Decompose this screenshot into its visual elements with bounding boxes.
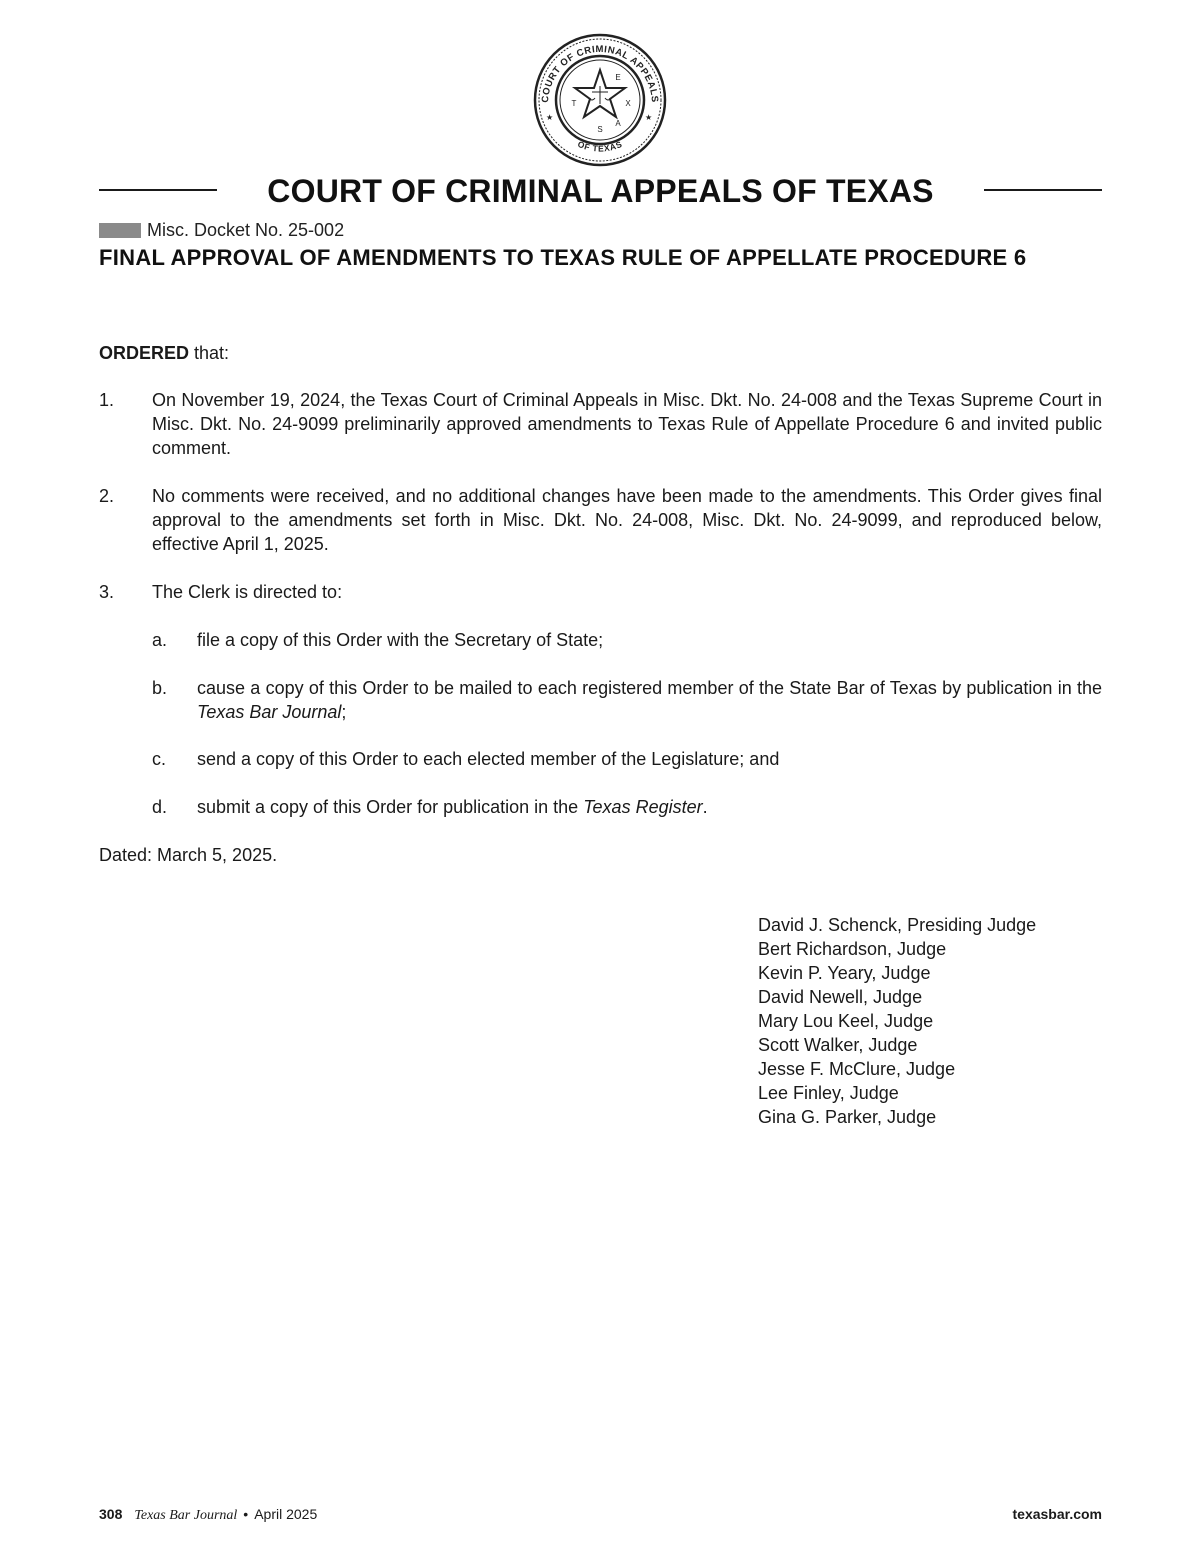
signature-line: Scott Walker, Judge: [758, 1035, 918, 1055]
header-rule-left: [99, 189, 217, 191]
item-text: The Clerk is directed to:: [152, 582, 343, 602]
docket-marker: [99, 223, 141, 238]
subitem-text: cause a copy of this Order to be mailed to each registered member of the State Bar of Texas by publication in the Texas Bar Journal;: [197, 678, 1102, 722]
signature-line: David Newell, Judge: [758, 987, 923, 1007]
subitem-letter: a.: [152, 630, 168, 650]
svg-text:X: X: [625, 99, 631, 108]
clerk-subitem-b: [152, 676, 1102, 724]
order-title: FINAL APPROVAL OF AMENDMENTS TO TEXAS RULE OF APPELLATE PROCEDURE 6: [99, 245, 1027, 270]
ordered-line: [99, 341, 229, 365]
svg-text:A: A: [615, 119, 621, 128]
clerk-subitem-a: [152, 628, 1102, 652]
svg-text:OF TEXAS: OF TEXAS: [576, 138, 624, 154]
ordered-label: ORDERED: [99, 343, 190, 363]
signature-line: Mary Lou Keel, Judge: [758, 1011, 934, 1031]
court-name: COURT OF CRIMINAL APPEALS OF TEXAS: [267, 173, 934, 209]
signature-line: Lee Finley, Judge: [758, 1083, 899, 1103]
svg-text:S: S: [597, 125, 603, 134]
register-name-italic: Texas Register: [583, 797, 703, 817]
clerk-subitem-d: [152, 795, 1102, 819]
signature-line: David J. Schenck, Presiding Judge: [758, 915, 1037, 935]
signature-line: Bert Richardson, Judge: [758, 939, 947, 959]
item-number: 1.: [99, 390, 115, 410]
item-number: 2.: [99, 486, 115, 506]
svg-text:T: T: [571, 99, 577, 108]
dated-line: Dated: March 5, 2025.: [99, 845, 278, 865]
item-number: 3.: [99, 582, 115, 602]
subitem-text: send a copy of this Order to each elected member of the Legislature; and: [197, 749, 780, 769]
footer-left: [99, 1506, 317, 1524]
page-number: 308: [99, 1506, 123, 1522]
order-item-3: [99, 580, 1102, 604]
court-seal-logo: [532, 32, 668, 168]
footer-site: texasbar.com: [1012, 1506, 1102, 1522]
footer-bullet: •: [243, 1506, 249, 1522]
docket-line: [99, 219, 344, 241]
svg-text:★: ★: [546, 113, 554, 122]
footer-journal: Texas Bar Journal: [134, 1508, 238, 1523]
court-header: [99, 170, 1102, 214]
item-text: No comments were received, and no additional changes have been made to the amendments. This Order gives final approval to the amendments set forth in Misc. Dkt. No. 24-008, Misc. Dkt. No. 24-9099, and reproduced below, effective April 1, 2025.: [152, 486, 1102, 554]
order-item-1: [99, 388, 1102, 460]
signature-block: [758, 913, 1036, 1129]
signature-line: Gina G. Parker, Judge: [758, 1107, 937, 1127]
subitem-letter: d.: [152, 797, 168, 817]
subitem-text: file a copy of this Order with the Secretary of State;: [197, 630, 604, 650]
item-text: On November 19, 2024, the Texas Court of Criminal Appeals in Misc. Dkt. No. 24-008 and the Texas Supreme Court in Misc. Dkt. No. 24-9099 preliminarily approved amendments to Texas Rule of Appellate Procedure 6 and invited public comment.: [152, 390, 1102, 458]
subitem-letter: c.: [152, 749, 167, 769]
svg-text:★: ★: [645, 113, 653, 122]
journal-name-italic: Texas Bar Journal: [197, 702, 342, 722]
header-rule-right: [984, 189, 1102, 191]
signature-line: Jesse F. McClure, Judge: [758, 1059, 956, 1079]
clerk-subitem-c: [152, 747, 1102, 771]
order-item-2: [99, 484, 1102, 556]
ordered-suffix: that:: [189, 343, 230, 363]
footer-issue: April 2025: [254, 1506, 318, 1522]
svg-text:E: E: [615, 73, 621, 82]
svg-text:COURT OF CRIMINAL APPEALS: COURT OF CRIMINAL APPEALS: [539, 43, 661, 104]
docket-number: Misc. Docket No. 25-002: [147, 219, 345, 240]
subitem-letter: b.: [152, 678, 168, 698]
subitem-text: submit a copy of this Order for publication in the Texas Register.: [197, 797, 708, 817]
signature-line: Kevin P. Yeary, Judge: [758, 963, 931, 983]
page-footer: [99, 1506, 1102, 1526]
